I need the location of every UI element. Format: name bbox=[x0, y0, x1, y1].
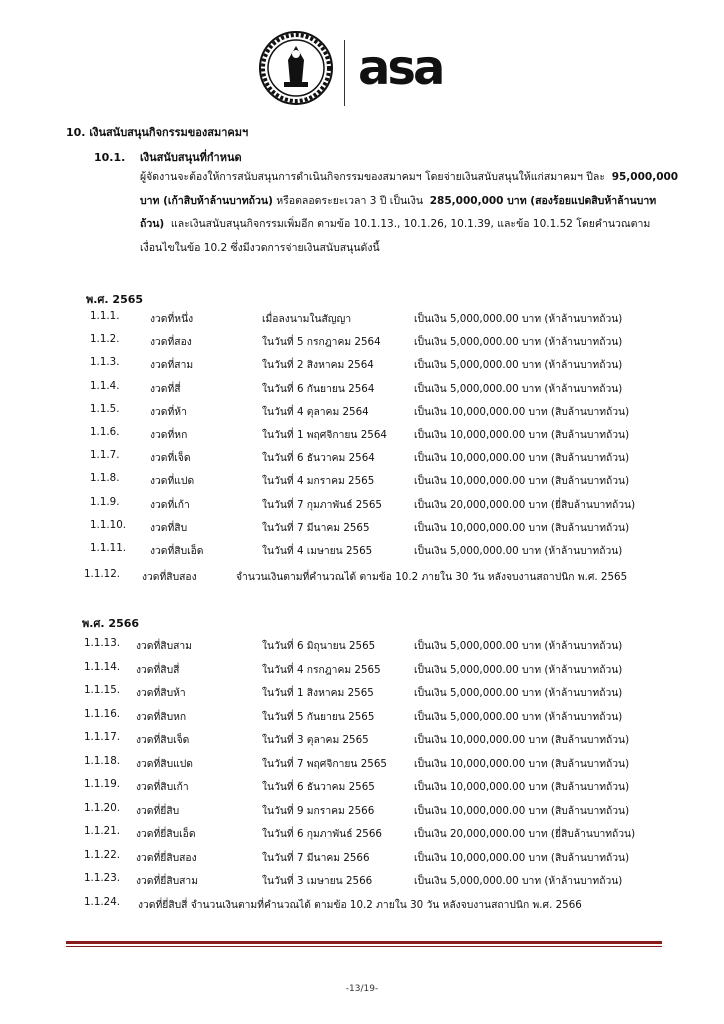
installment-date: ในวันที่ 3 ตุลาคม 2565 bbox=[262, 734, 369, 746]
installment-amount: เป็นเงิน 10,000,000.00 บาท (สิบล้านบาทถ้วน) bbox=[414, 804, 630, 817]
installment-date: ในวันที่ 4 ตุลาคม 2564 bbox=[262, 405, 369, 418]
installment-amount: เป็นเงิน 5,000,000.00 บาท (ห้าล้านบาทถ้วน) bbox=[414, 663, 623, 676]
installment-name: งวดที่สิบแปด bbox=[136, 757, 193, 770]
installment-name: งวดที่สิบห้า bbox=[136, 687, 186, 699]
para-text: เงื่อนไขในข้อ 10.2 ซึ่งมีงวดการจ่ายเงินสนับสนุนดังนี้ bbox=[140, 241, 380, 254]
installment-name: งวดที่ยี่สิบ bbox=[136, 804, 180, 817]
installment-number: 1.1.5. bbox=[90, 402, 120, 415]
installment-amount: เป็นเงิน 5,000,000.00 บาท (ห้าล้านบาทถ้วน) bbox=[414, 687, 623, 699]
schedule-row bbox=[0, 755, 724, 775]
installment-amount: เป็นเงิน 10,000,000.00 บาท (สิบล้านบาทถ้วน) bbox=[414, 429, 630, 441]
installment-date: ในวันที่ 7 มีนาคม 2565 bbox=[262, 521, 370, 534]
installment-amount: เป็นเงิน 5,000,000.00 บาท (ห้าล้านบาทถ้วน) bbox=[414, 313, 623, 325]
installment-number: 1.1.9. bbox=[90, 495, 120, 508]
installment-date: ในวันที่ 5 กรกฎาคม 2564 bbox=[262, 336, 381, 349]
installment-date: ในวันที่ 3 เมษายน 2566 bbox=[262, 875, 373, 887]
installment-name: งวดที่ยี่สิบสอง bbox=[136, 851, 197, 864]
installment-number: 1.1.20. bbox=[84, 801, 121, 814]
installment-amount: เป็นเงิน 5,000,000.00 บาท (ห้าล้านบาทถ้วน) bbox=[414, 710, 623, 723]
installment-date: เมื่อลงนามในสัญญา bbox=[262, 313, 352, 325]
para-text: หรือตลอดระยะเวลา 3 ปี เป็นเงิน bbox=[276, 194, 424, 207]
section-heading: 10. เงินสนับสนุนกิจกรรมของสมาคมฯ bbox=[66, 126, 249, 139]
schedule-row bbox=[0, 472, 724, 492]
schedule-row bbox=[0, 496, 724, 516]
installment-amount: เป็นเงิน 5,000,000.00 บาท (ห้าล้านบาทถ้วน) bbox=[414, 875, 623, 887]
installment-date: ในวันที่ 4 มกราคม 2565 bbox=[262, 475, 375, 488]
schedule-row bbox=[0, 403, 724, 423]
year-heading-2565: พ.ศ. 2565 bbox=[86, 293, 144, 306]
schedule-row bbox=[0, 519, 724, 539]
document-header bbox=[258, 30, 478, 110]
installment-date: ในวันที่ 2 สิงหาคม 2564 bbox=[262, 359, 374, 372]
installment-date: ในวันที่ 6 กันยายน 2564 bbox=[262, 382, 375, 395]
installment-date: ในวันที่ 1 สิงหาคม 2565 bbox=[262, 687, 374, 699]
schedule-row bbox=[0, 542, 724, 562]
installment-amount: เป็นเงิน 5,000,000.00 บาท (ห้าล้านบาทถ้วน) bbox=[414, 382, 623, 395]
installment-name: งวดที่เจ็ด bbox=[150, 452, 191, 465]
installment-amount: เป็นเงิน 10,000,000.00 บาท (สิบล้านบาทถ้วน) bbox=[414, 734, 630, 746]
section-paragraph bbox=[140, 166, 679, 260]
installment-amount: เป็นเงิน 10,000,000.00 บาท (สิบล้านบาทถ้วน) bbox=[414, 475, 630, 488]
installment-number: 1.1.15. bbox=[84, 684, 121, 696]
para-text: ผู้จัดงานจะต้องให้การสนับสนุนการดำเนินกิจกรรมของสมาคมฯ โดยจ่ายเงินสนับสนุนให้แก่สมาคมฯ ปีละ bbox=[140, 171, 605, 183]
installment-number: 1.1.17. bbox=[84, 731, 121, 743]
installment-name: งวดที่สิบ bbox=[150, 521, 188, 534]
installment-number: 1.1.6. bbox=[90, 426, 120, 438]
para-bold: 285,000,000 บาท (สองร้อยแปดสิบห้าล้านบาท bbox=[429, 194, 657, 207]
page-number: -13/19- bbox=[345, 984, 379, 994]
installment-name: งวดที่หก bbox=[150, 429, 188, 441]
installment-number: 1.1.14. bbox=[84, 660, 121, 673]
installment-name: งวดที่แปด bbox=[150, 475, 195, 488]
schedule-row bbox=[0, 356, 724, 376]
installment-name: งวดที่สิบสี่ bbox=[136, 663, 180, 676]
installment-name: งวดที่สิบเก้า bbox=[136, 781, 189, 793]
installment-amount: เป็นเงิน 5,000,000.00 บาท (ห้าล้านบาทถ้วน) bbox=[414, 545, 623, 557]
year-heading-2566: พ.ศ. 2566 bbox=[82, 617, 140, 630]
installment-number: 1.1.24. bbox=[84, 896, 121, 908]
installment-amount: เป็นเงิน 10,000,000.00 บาท (สิบล้านบาทถ้วน) bbox=[414, 521, 630, 534]
footer-rule-thin bbox=[66, 946, 662, 947]
installment-date: ในวันที่ 9 มกราคม 2566 bbox=[262, 804, 375, 817]
schedule-row bbox=[0, 684, 724, 704]
installment-date: ในวันที่ 6 ธันวาคม 2564 bbox=[262, 452, 375, 465]
subsection-heading bbox=[94, 148, 242, 166]
schedule-row bbox=[0, 849, 724, 869]
installment-number: 1.1.1. bbox=[90, 310, 120, 322]
schedule-row bbox=[0, 708, 724, 728]
installment-amount: เป็นเงิน 5,000,000.00 บาท (ห้าล้านบาทถ้วน) bbox=[414, 640, 623, 652]
association-seal-icon bbox=[258, 30, 334, 106]
schedule-row bbox=[0, 731, 724, 751]
schedule-row bbox=[0, 333, 724, 353]
header-divider bbox=[344, 40, 345, 106]
installment-amount: เป็นเงิน 10,000,000.00 บาท (สิบล้านบาทถ้วน) bbox=[414, 851, 630, 864]
para-text: และเงินสนับสนุนกิจกรรมเพิ่มอีก ตามข้อ 10.1.13., 10.1.26, 10.1.39, และข้อ 10.1.52 โดยคำนวณตาม bbox=[170, 218, 651, 230]
installment-date: ในวันที่ 6 มิถุนายน 2565 bbox=[262, 640, 376, 652]
para-bold: บาท (เก้าสิบห้าล้านบาทถ้วน) bbox=[140, 194, 273, 207]
schedule-row bbox=[0, 449, 724, 469]
installment-amount: เป็นเงิน 5,000,000.00 บาท (ห้าล้านบาทถ้วน) bbox=[414, 336, 623, 349]
installment-text: งวดที่ยี่สิบสี่ จำนวนเงินตามที่คำนวณได้ ตามข้อ 10.2 ภายใน 30 วัน หลังจบงานสถาปนิก พ.ศ. 2566 bbox=[138, 899, 582, 911]
installment-number: 1.1.7. bbox=[90, 449, 120, 462]
installment-amount: เป็นเงิน 10,000,000.00 บาท (สิบล้านบาทถ้วน) bbox=[414, 757, 630, 770]
installment-number: 1.1.22. bbox=[84, 848, 121, 861]
installment-name: งวดที่สี่ bbox=[150, 382, 181, 395]
installment-amount: เป็นเงิน 10,000,000.00 บาท (สิบล้านบาทถ้วน) bbox=[414, 452, 630, 465]
schedule-row bbox=[0, 802, 724, 822]
installment-date: ในวันที่ 6 ธันวาคม 2565 bbox=[262, 781, 375, 793]
installment-name: งวดที่ห้า bbox=[150, 405, 187, 418]
installment-amount: เป็นเงิน 5,000,000.00 บาท (ห้าล้านบาทถ้วน) bbox=[414, 359, 623, 372]
installment-amount: เป็นเงิน 20,000,000.00 บาท (ยี่สิบล้านบาทถ้วน) bbox=[414, 828, 636, 840]
installment-date: ในวันที่ 6 กุมภาพันธ์ 2566 bbox=[262, 828, 382, 840]
installment-name: งวดที่สิบเจ็ด bbox=[136, 734, 190, 746]
installment-number: 1.1.18. bbox=[84, 754, 121, 767]
installment-amount: เป็นเงิน 10,000,000.00 บาท (สิบล้านบาทถ้วน) bbox=[414, 405, 630, 418]
installment-date: ในวันที่ 5 กันยายน 2565 bbox=[262, 710, 375, 723]
schedule-row bbox=[0, 825, 724, 845]
installment-name: งวดที่สาม bbox=[150, 359, 194, 372]
schedule-row bbox=[0, 637, 724, 657]
installment-text: จำนวนเงินตามที่คำนวณได้ ตามข้อ 10.2 ภายใน 30 วัน หลังจบงานสถาปนิก พ.ศ. 2565 bbox=[236, 571, 628, 583]
subsection-number: 10.1. bbox=[94, 151, 126, 164]
installment-name: งวดที่หนึ่ง bbox=[150, 313, 194, 325]
para-bold: ถ้วน) bbox=[140, 218, 165, 230]
installment-number: 1.1.21. bbox=[84, 825, 121, 837]
installment-number: 1.1.23. bbox=[84, 872, 121, 884]
installment-number: 1.1.13. bbox=[84, 637, 121, 649]
footer-rule-thick bbox=[66, 941, 662, 944]
schedule-row bbox=[0, 661, 724, 681]
installment-date: ในวันที่ 7 กุมภาพันธ์ 2565 bbox=[262, 498, 382, 511]
schedule-row-last-2565 bbox=[0, 568, 724, 588]
installment-name: งวดที่ยี่สิบสาม bbox=[136, 875, 198, 887]
schedule-row-last-2566 bbox=[0, 896, 724, 916]
installment-number: 1.1.16. bbox=[84, 707, 121, 720]
installment-name: งวดที่สอง bbox=[150, 336, 192, 349]
installment-amount: เป็นเงิน 20,000,000.00 บาท (ยี่สิบล้านบาทถ้วน) bbox=[414, 498, 636, 511]
installment-number: 1.1.12. bbox=[84, 568, 121, 580]
installment-name: งวดที่สิบหก bbox=[136, 710, 187, 723]
brand-logo: asa bbox=[358, 40, 443, 96]
installment-name: งวดที่เก้า bbox=[150, 498, 190, 511]
installment-date: ในวันที่ 7 พฤศจิกายน 2565 bbox=[262, 757, 387, 770]
installment-name: งวดที่สิบสาม bbox=[136, 640, 192, 652]
schedule-row bbox=[0, 380, 724, 400]
installment-amount: เป็นเงิน 10,000,000.00 บาท (สิบล้านบาทถ้วน) bbox=[414, 781, 630, 793]
installment-number: 1.1.3. bbox=[90, 356, 120, 369]
installment-date: ในวันที่ 7 มีนาคม 2566 bbox=[262, 851, 370, 864]
installment-number: 1.1.8. bbox=[90, 472, 120, 485]
schedule-row bbox=[0, 872, 724, 892]
installment-number: 1.1.10. bbox=[90, 518, 127, 531]
installment-date: ในวันที่ 1 พฤศจิกายน 2564 bbox=[262, 429, 387, 441]
installment-number: 1.1.19. bbox=[84, 778, 121, 790]
schedule-row bbox=[0, 778, 724, 798]
installment-date: ในวันที่ 4 กรกฎาคม 2565 bbox=[262, 663, 381, 676]
installment-name: งวดที่ยี่สิบเอ็ด bbox=[136, 828, 196, 840]
schedule-row bbox=[0, 310, 724, 330]
subsection-title: เงินสนับสนุนที่กำหนด bbox=[140, 151, 242, 164]
para-bold: 95,000,000 bbox=[611, 171, 679, 183]
installment-number: 1.1.4. bbox=[90, 379, 120, 392]
installment-name: งวดที่สิบสอง bbox=[142, 571, 197, 583]
installment-number: 1.1.2. bbox=[90, 333, 120, 346]
installment-date: ในวันที่ 4 เมษายน 2565 bbox=[262, 545, 373, 557]
schedule-row bbox=[0, 426, 724, 446]
installment-number: 1.1.11. bbox=[90, 542, 127, 554]
installment-name: งวดที่สิบเอ็ด bbox=[150, 545, 204, 557]
